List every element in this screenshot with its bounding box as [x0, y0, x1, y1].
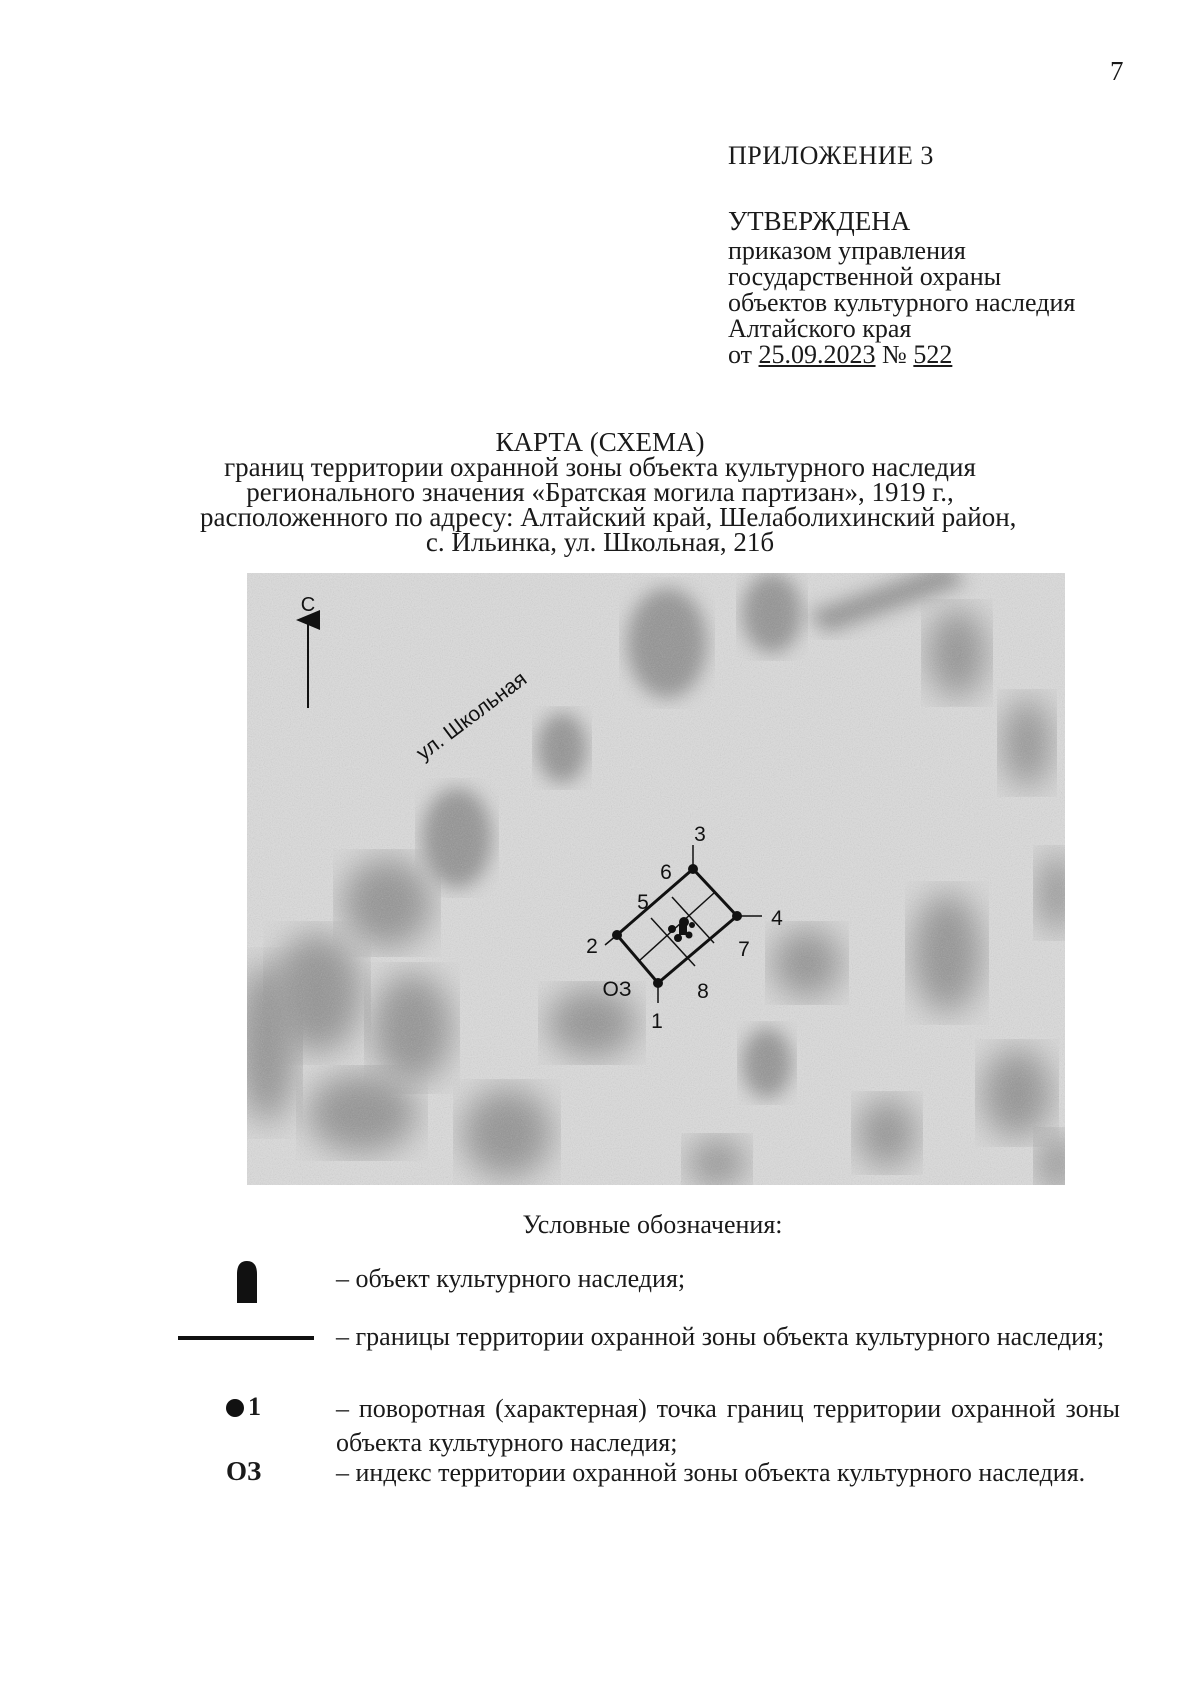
- approval-line: объектов культурного наследия: [728, 288, 1076, 317]
- turning-point-3: [688, 864, 698, 874]
- legend-title: Условные обозначения:: [522, 1210, 783, 1239]
- aerial-grain: [247, 573, 1065, 1185]
- number-sign: №: [882, 340, 907, 369]
- approved-title: УТВЕРЖДЕНА: [728, 206, 911, 236]
- turning-point-2: [612, 930, 622, 940]
- title-line: регионального значения «Братская могила партизан», 1919 г.,: [246, 477, 954, 507]
- point-label-8: 8: [697, 980, 709, 1003]
- title-heading: КАРТА (СХЕМА): [495, 427, 705, 457]
- approval-line: приказом управления: [728, 236, 966, 265]
- point-label-1: 1: [651, 1010, 663, 1033]
- approval-line: государственной охраны: [728, 262, 1002, 291]
- boundary-line-icon: [178, 1336, 314, 1340]
- legend-text: – поворотная (характерная) точка границ территории охранной зоны объекта культурного наследия;: [336, 1394, 1120, 1457]
- zone-index-label: ОЗ: [602, 978, 632, 1001]
- zone-index-icon: ОЗ: [226, 1456, 262, 1486]
- title-line: расположенного по адресу: Алтайский край, Шелаболихинский район,: [200, 502, 1017, 532]
- street-label: ул. Школьная: [412, 667, 532, 765]
- legend-text: – объект культурного наследия;: [336, 1264, 686, 1293]
- point-label-7: 7: [738, 938, 750, 961]
- legend-text: – границы территории охранной зоны объекта культурного наследия;: [336, 1322, 1105, 1351]
- approval-number: 522: [913, 340, 953, 369]
- point-label-3: 3: [694, 823, 706, 846]
- approval-date: 25.09.2023: [758, 340, 876, 369]
- title-line: границ территории охранной зоны объекта культурного наследия: [224, 452, 976, 482]
- date-prefix: от: [728, 340, 753, 369]
- approval-line: Алтайского края: [728, 314, 912, 343]
- turning-point-label: 1: [248, 1392, 261, 1421]
- approval-block: [728, 208, 1075, 368]
- point-label-6: 6: [660, 861, 672, 884]
- point-label-4: 4: [771, 907, 783, 930]
- heritage-object-icon: [236, 1260, 258, 1304]
- legend-text: – индекс территории охранной зоны объекта культурного наследия.: [336, 1458, 1086, 1487]
- north-label: С: [300, 594, 316, 616]
- document-title: [200, 427, 1017, 557]
- point-label-2: 2: [586, 935, 598, 958]
- point-label-5: 5: [637, 891, 649, 914]
- title-line: с. Ильинка, ул. Школьная, 21б: [425, 527, 775, 557]
- map-scheme: [247, 573, 1065, 1185]
- page-number: 7: [1110, 56, 1124, 86]
- turning-point-4: [732, 911, 742, 921]
- appendix-label: ПРИЛОЖЕНИЕ 3: [728, 141, 934, 170]
- turning-point-1: [653, 978, 663, 988]
- turning-point-icon: [226, 1399, 244, 1417]
- approval-date-line: [728, 342, 1075, 368]
